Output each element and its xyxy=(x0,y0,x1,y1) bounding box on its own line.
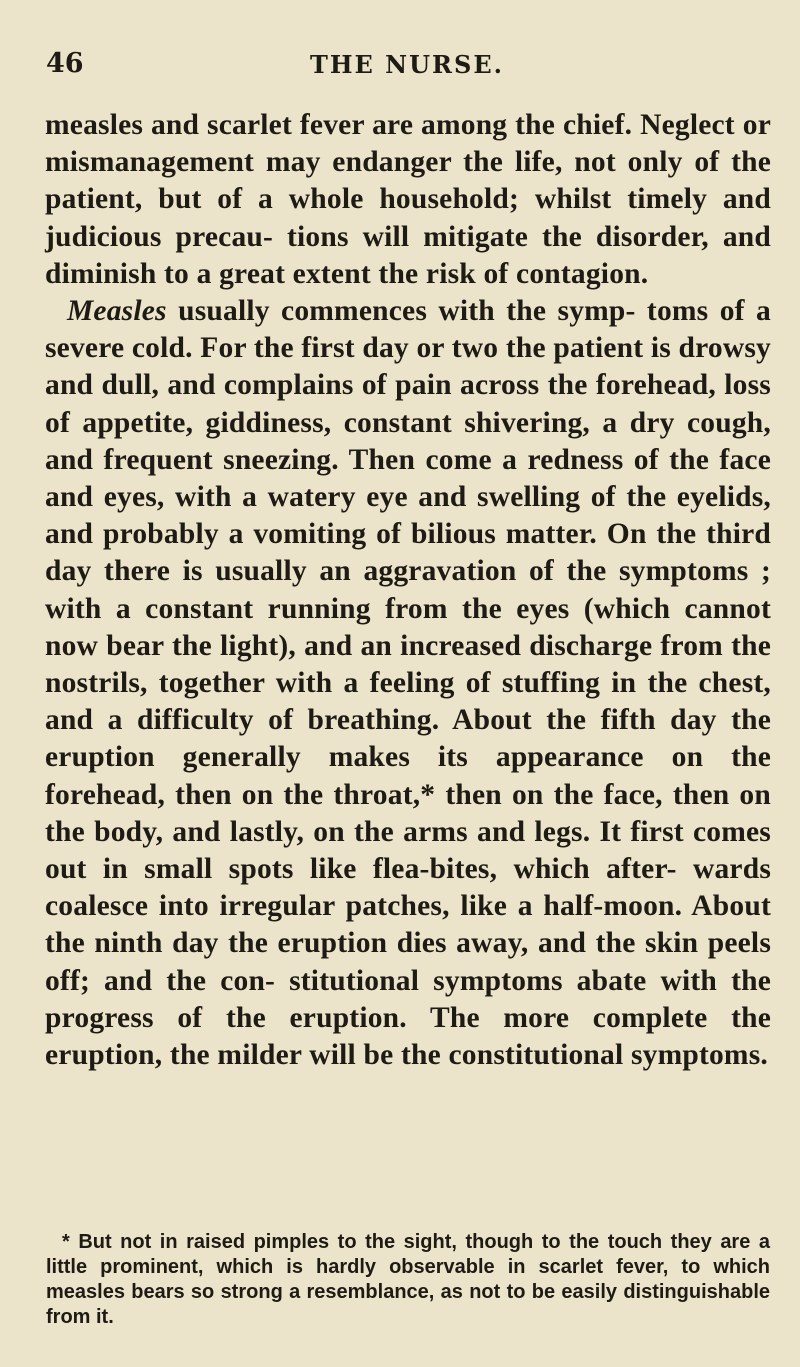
paragraph-text: usually commences with the symp- toms of a severe cold. For the first day or two the patient is drowsy and dull, and complains of pain across the forehead, loss of appetite, giddiness, constant shivering, a dry cough, and frequent sneezing. Then come a redness of the face and eyes, with a watery eye and swelling of the eyelids, and probably a vomiting of bilious matter. On the third day there is usually an aggravation of the symptoms ; with a constant running from the eyes (which cannot now bear the light), and an increased discharge from the nostrils, together with a feeling of stuffing in the chest, and a difficulty of breathing. About the fifth day the eruption generally makes its appearance on the forehead, then on the throat,* then on the face, then on the body, and lastly, on the arms and legs. It first comes out in small spots like flea-bites, which after- wards coalesce into irregular patches, like a half-moon. About the ninth day the eruption dies away, and the skin peels off; and the con- stitutional symptoms abate with the progress of the eruption. The more complete the eruption, the milder will be the constitutional symptoms. xyxy=(45,295,771,1072)
paragraph-text: measles and scarlet fever are among the chief. Neglect or mismanagement may endanger the life, not only of the patient, but of a whole household; whilst timely and judicious precau- tions will mitigate the disorder, and diminish to a great extent the risk of contagion. xyxy=(45,109,771,290)
page-header xyxy=(46,48,770,88)
footnote-marker: * xyxy=(62,1231,70,1253)
paragraph-lead-word: Measles xyxy=(67,295,167,328)
footnote-text: But not in raised pimples to the sight, though to the touch they are a little prominent, which is hardly observable in scarlet fever, to which measles bears so strong a resemblance, as not to be easily distinguishable from it. xyxy=(46,1231,770,1328)
body-text xyxy=(45,107,771,1074)
page-number: 46 xyxy=(46,48,84,79)
paragraph-continuation xyxy=(45,107,771,293)
footnote xyxy=(46,1230,770,1330)
running-head: THE NURSE. xyxy=(310,50,504,79)
paragraph-measles xyxy=(45,293,771,1074)
